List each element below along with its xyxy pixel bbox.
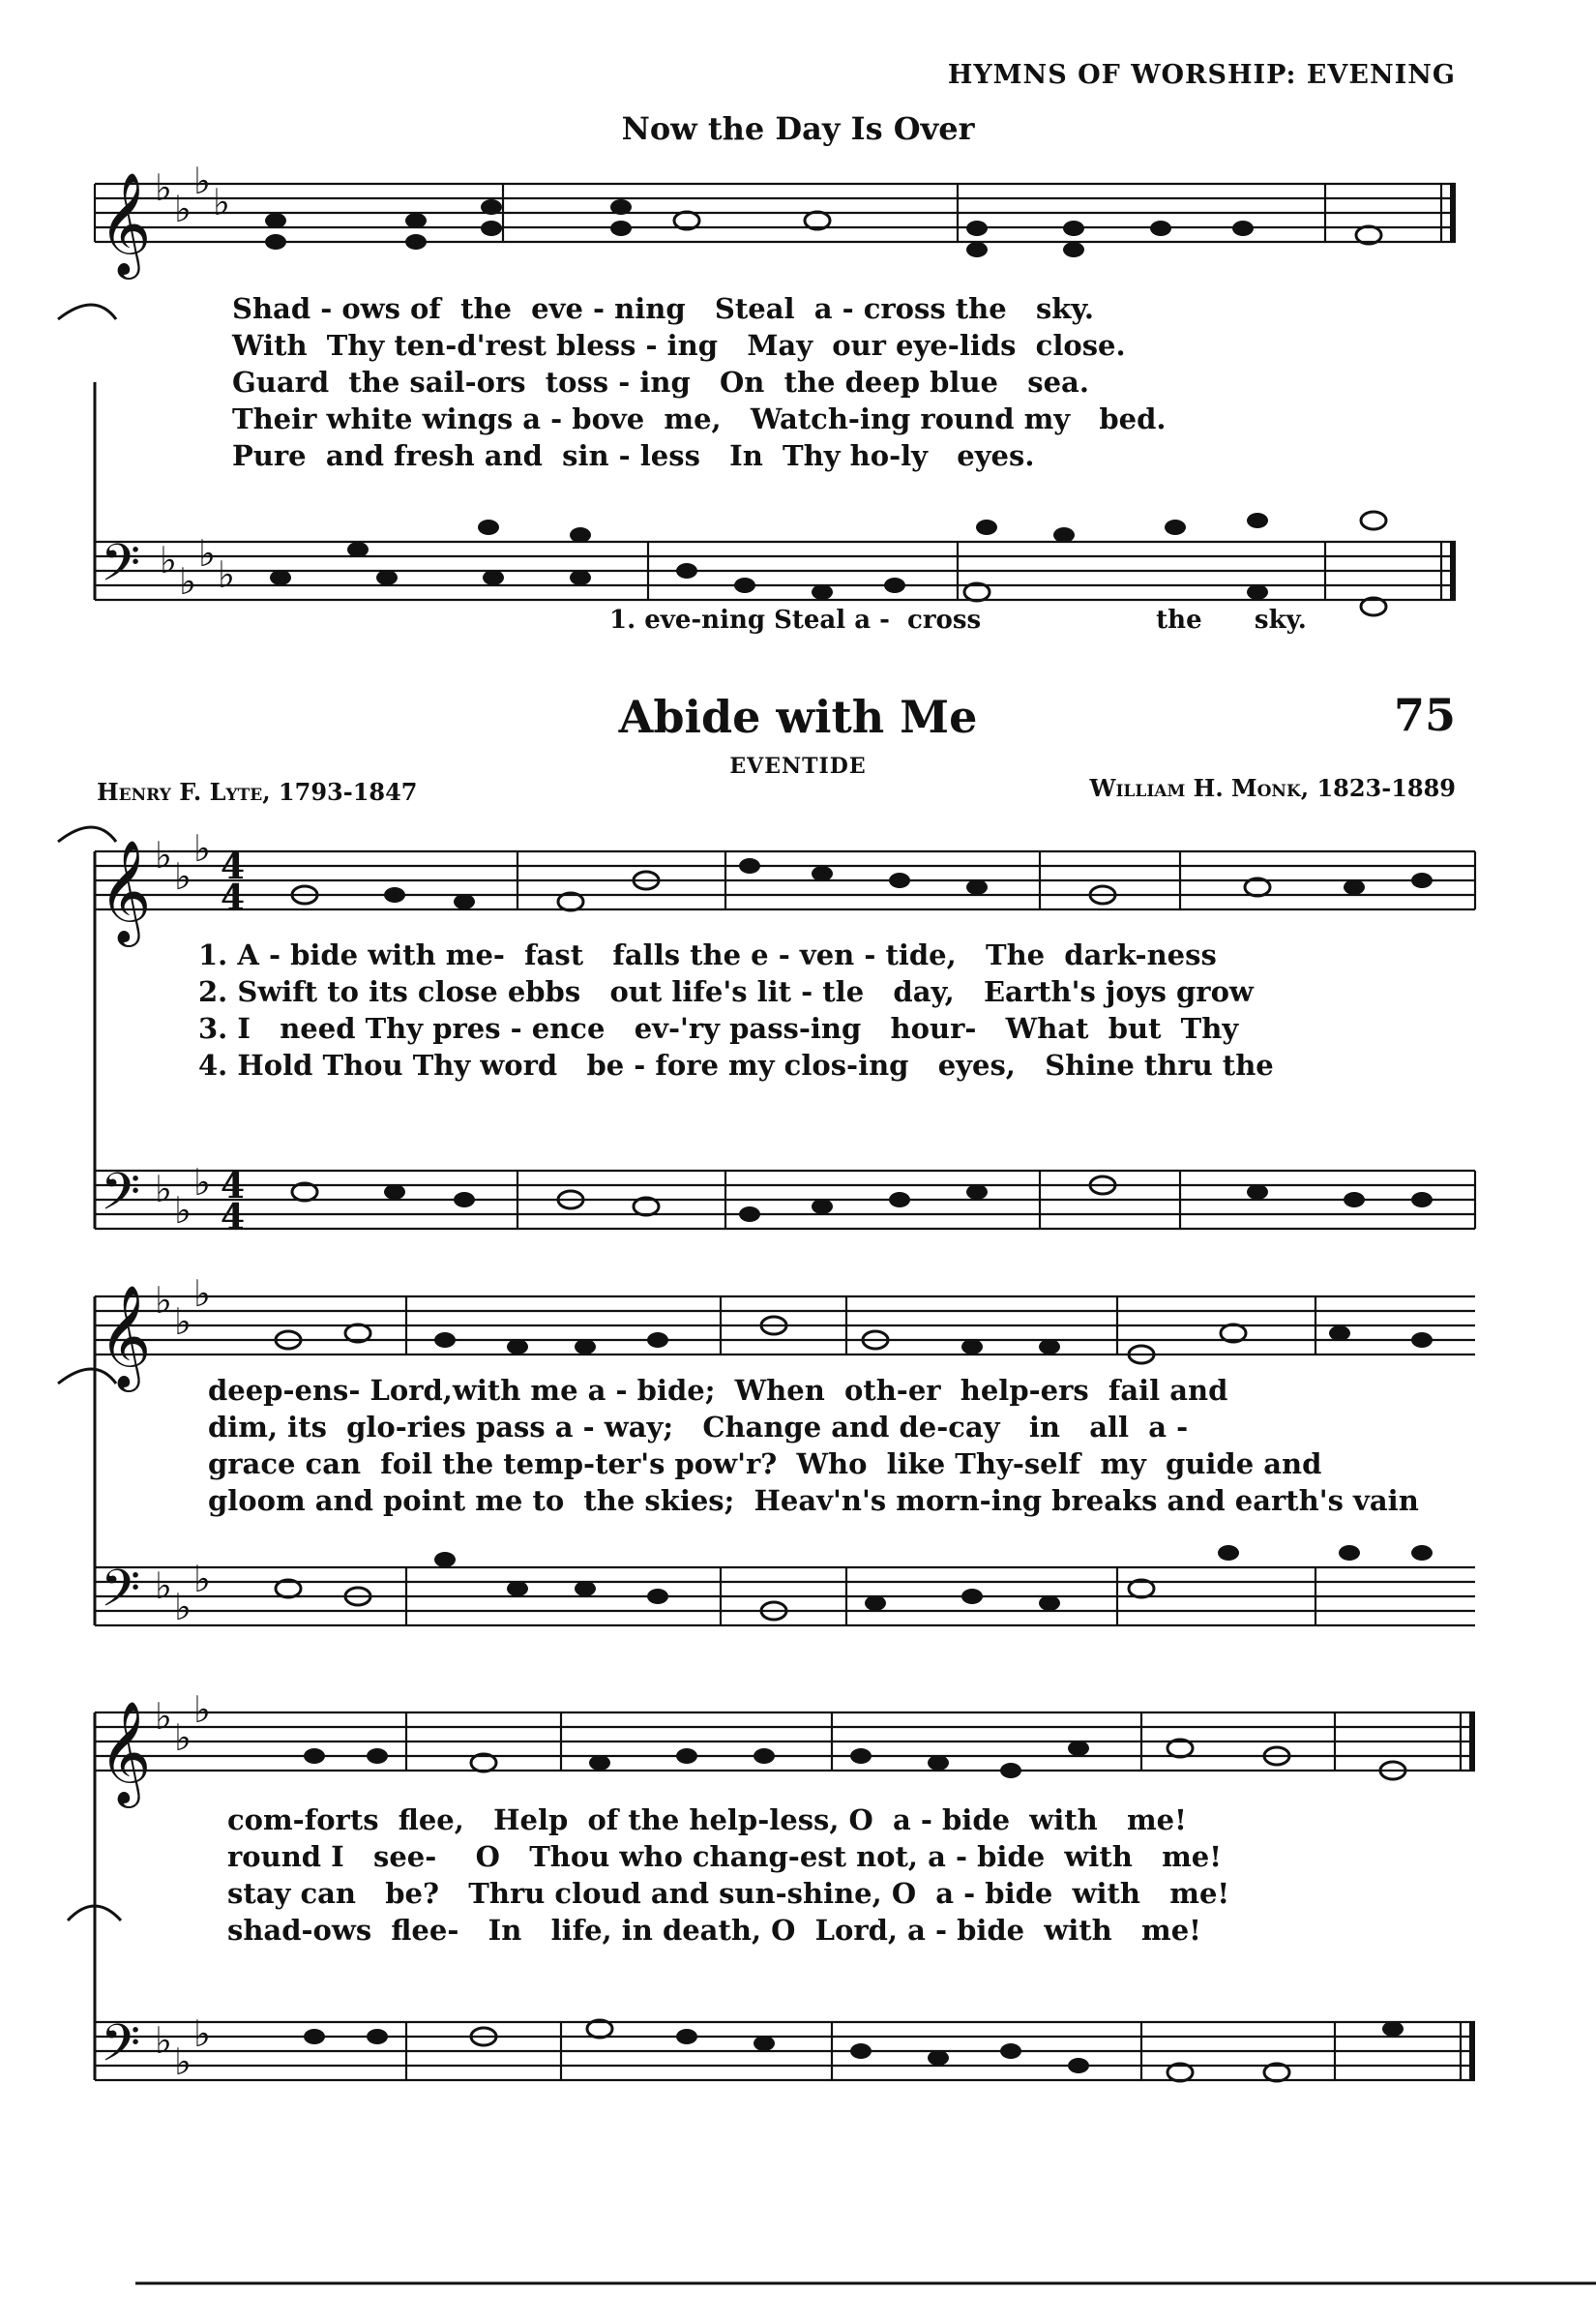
hymn-title-now-the-day-is-over: Now the Day Is Over	[621, 110, 975, 147]
svg-text:♭: ♭	[193, 1272, 211, 1315]
svg-text:♭: ♭	[198, 532, 216, 575]
hymn2-s2-verse-3: grace can foil the temp-ter's pow'r? Who like Thy-self my guide and	[208, 1447, 1322, 1480]
hymn1-verse-4: Their white wings a - bove me, Watch-ing round my bed.	[232, 402, 1167, 435]
hymn1-verse-2: With Thy ten-d'rest bless - ing May our eye-lids close.	[232, 329, 1126, 362]
svg-text:♭: ♭	[174, 188, 192, 230]
bass-clef-icon: 𝄢	[101, 1560, 141, 1631]
hymn2-s3-verse-3: stay can be? Thru cloud and sun-shine, O a - bide with me!	[227, 1877, 1230, 1910]
svg-text:4: 4	[221, 878, 246, 918]
hymn2-s2-verse-4: gloom and point me to the skies; Heav'n's morn-ing breaks and earth's vain	[208, 1484, 1419, 1517]
hymn2-s3-verse-1: com-forts flee, Help of the help-less, O a - bide with me!	[227, 1803, 1187, 1836]
svg-text:♭: ♭	[174, 855, 192, 898]
hymn-title-abide-with-me: Abide with Me	[618, 691, 978, 743]
clefs	[99, 171, 151, 2086]
hymn1-verse-1: Shad - ows of the eve - ning Steal a - cross the sky.	[232, 292, 1095, 325]
svg-text:4: 4	[221, 1166, 246, 1206]
svg-text:♭: ♭	[174, 1716, 192, 1759]
hymn-number: 75	[1393, 689, 1456, 741]
svg-text:♭: ♭	[193, 2012, 211, 2055]
svg-text:♭: ♭	[193, 160, 211, 202]
hymn1-verse-3: Guard the sail-ors toss - ing On the deep blue sea.	[232, 366, 1089, 399]
svg-text:♭: ♭	[174, 1300, 192, 1343]
svg-text:♭: ♭	[213, 181, 230, 223]
svg-text:♭: ♭	[193, 1688, 211, 1731]
treble-clef-icon: 𝄞	[99, 1700, 152, 1803]
hymn2-s1-verse-4: 4. Hold Thou Thy word be - fore my clos-ing eyes, Shine thru the	[198, 1049, 1274, 1082]
svg-text:♭: ♭	[193, 827, 211, 870]
hymn1-bass-lyric: 1. eve-ning Steal a - cross the sky.	[609, 606, 1307, 635]
svg-text:♭: ♭	[155, 1564, 172, 1607]
svg-text:♭: ♭	[155, 1279, 172, 1322]
svg-text:♭: ♭	[155, 2019, 172, 2062]
svg-text:♭: ♭	[193, 1558, 211, 1600]
hymn2-s3-verse-2: round I see- O Thou who chang-est not, a - bide with me!	[227, 1840, 1222, 1873]
svg-text:♭: ♭	[174, 2040, 192, 2083]
hymn1-verse-5: Pure and fresh and sin - less In Thy ho-ly eyes.	[232, 439, 1035, 472]
svg-text:♭: ♭	[174, 1189, 192, 1232]
svg-text:♭: ♭	[155, 834, 172, 877]
section-header: HYMNS OF WORSHIP: EVENING	[947, 60, 1456, 90]
svg-text:♭: ♭	[179, 560, 196, 603]
svg-text:♭: ♭	[155, 166, 172, 209]
hymn2-sys3-bass-staff	[95, 2022, 1475, 2080]
svg-text:♭: ♭	[174, 1586, 192, 1628]
hymn2-s2-verse-1: deep-ens- Lord,with me a - bide; When oth-er help-ers fail and	[208, 1374, 1228, 1407]
treble-clef-icon: 𝄞	[99, 1284, 152, 1387]
hymn2-s1-verse-2: 2. Swift to its close ebbs out life's lit - tle day, Earth's joys grow	[198, 975, 1254, 1008]
hymn2-s3-verse-4: shad-ows flee- In life, in death, O Lord, a - bide with me!	[227, 1914, 1201, 1947]
svg-text:♭: ♭	[160, 539, 177, 581]
hymn2-sys1-treble-staff	[95, 851, 1475, 909]
tune-name: EVENTIDE	[729, 754, 867, 779]
note-heads	[265, 199, 1433, 2081]
hymn1-treble-staff	[95, 184, 1456, 242]
hymn2-s1-verse-1: 1. A - bide with me- fast falls the e - ven - tide, The dark-ness	[198, 938, 1217, 971]
svg-text:4: 4	[221, 847, 246, 887]
hymn2-s2-verse-2: dim, its glo-ries pass a - way; Change and de-cay in all a -	[208, 1411, 1189, 1444]
composer-credit: William H. Monk, 1823-1889	[1089, 774, 1456, 802]
author-credit: Henry F. Lyte, 1793-1847	[97, 778, 418, 806]
hymn2-s1-verse-3: 3. I need Thy pres - ence ev-'ry pass-ing hour- What but Thy	[198, 1012, 1239, 1045]
key-signatures	[155, 160, 235, 2083]
svg-text:♭: ♭	[218, 553, 235, 596]
bass-clef-icon: 𝄢	[101, 534, 141, 606]
bass-clef-icon: 𝄢	[101, 1163, 141, 1235]
svg-text:4: 4	[221, 1197, 246, 1237]
svg-text:♭: ♭	[155, 1695, 172, 1738]
treble-clef-icon: 𝄞	[99, 839, 152, 942]
svg-text:♭: ♭	[193, 1161, 211, 1204]
svg-text:♭: ♭	[155, 1168, 172, 1210]
treble-clef-icon: 𝄞	[99, 171, 152, 275]
bass-clef-icon: 𝄢	[101, 2014, 141, 2086]
